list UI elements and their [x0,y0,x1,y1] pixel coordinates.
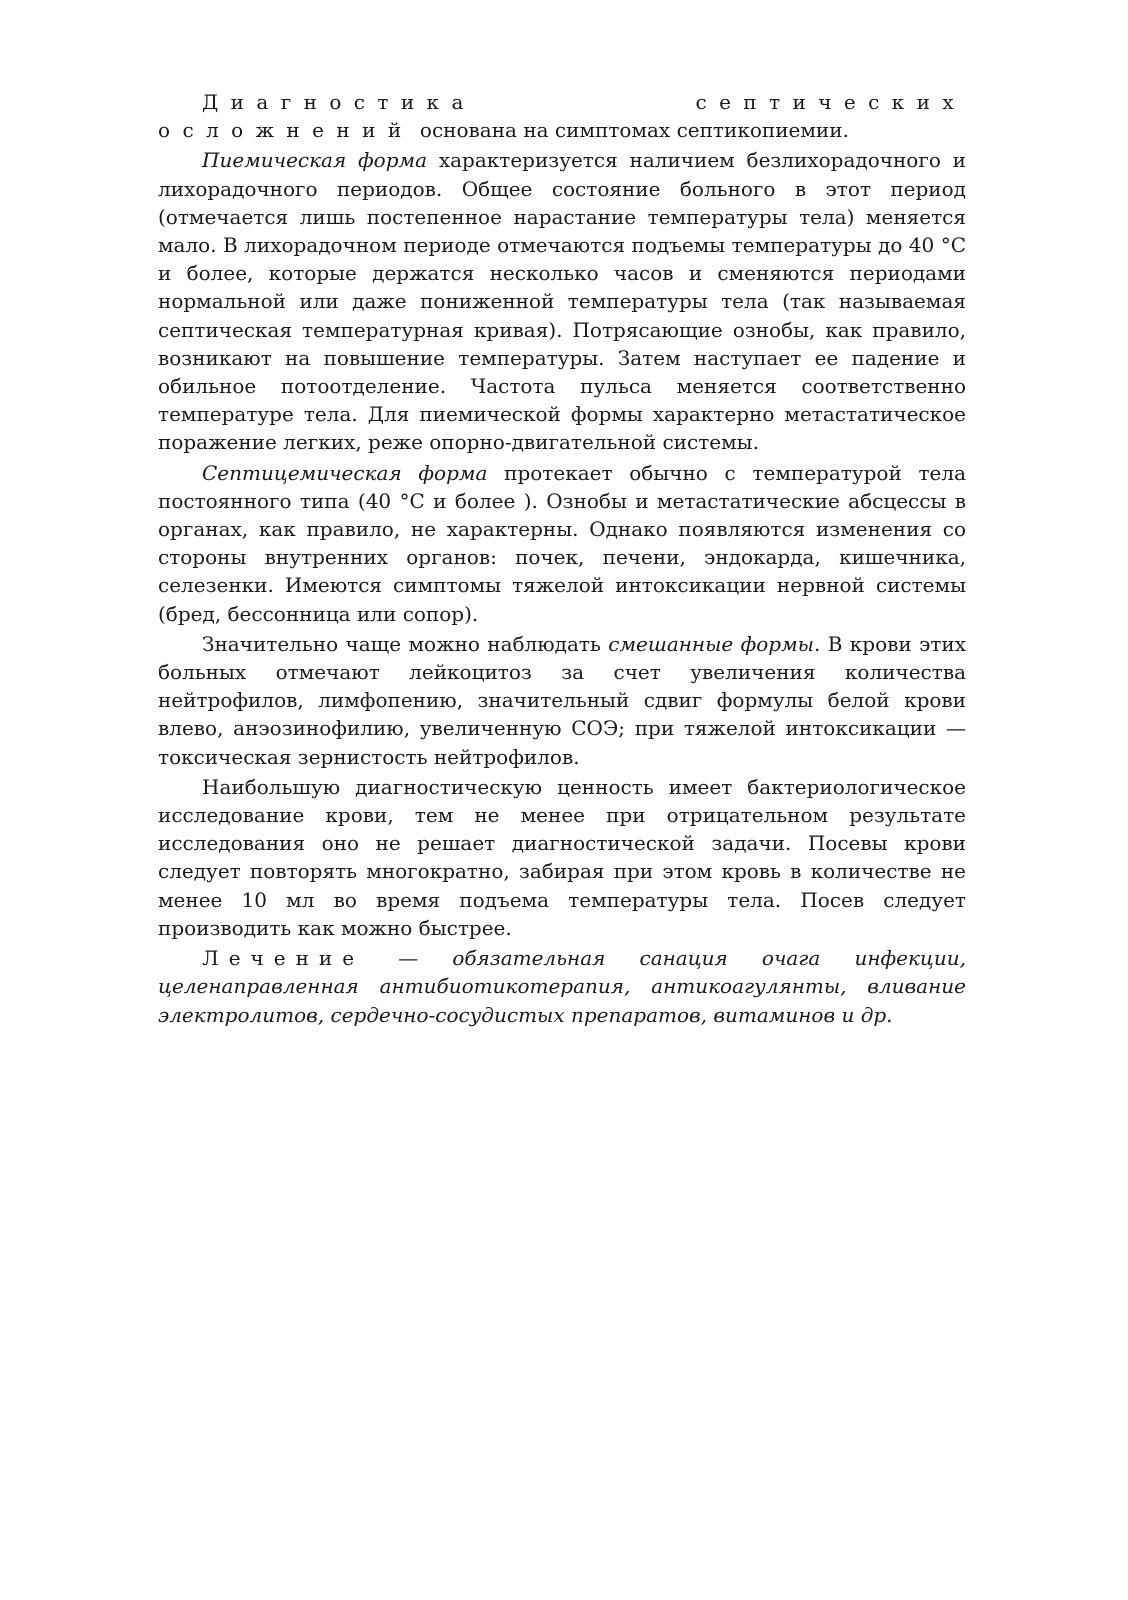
treatment-text: обязательная санация очага инфекции, целенаправленная антибиотикотерапия, антикоагулянты, вливание электролитов, сердечно-сосудистых препаратов, витаминов и др. [158,946,967,1027]
treatment-dash: — [398,946,419,971]
paragraph-septicemic-form [158,459,966,628]
document-page [158,88,966,1031]
diagnosis-text: основана на симптомах септикопиемии. [419,118,849,143]
treatment-heading: Лечение [202,946,365,971]
paragraph-mixed-forms [158,630,966,771]
paragraph-pyemic-form [158,146,966,456]
mixed-forms-text-after: . В крови этих больных отмечают лейкоцитоз за счет увеличения количества нейтрофилов, лимфопению, значительный сдвиг формулы белой крови влево, анэозинофилию, увеличенную СОЭ; при тяжелой интоксикации — токсическая зернистость нейтрофилов. [158,631,966,769]
paragraph-bacteriology [158,773,966,942]
paragraph-diagnosis [158,88,966,144]
septicemic-form-term: Септицемическая форма [202,460,488,485]
diagnosis-heading: Диагностика септических осложнений [158,90,966,143]
pyemic-form-text: характеризуется наличием безлихорадочного и лихорадочного периодов. Общее состояние больного в этот период (отмечается лишь постепенное нарастание температуры тела) меняется мало. В лихорадочном периоде отмечаются подъемы температуры до 40 °С и более, которые держатся несколько часов и сменяются периодами нормальной или даже пониженной температуры тела (так называемая септическая температурная кривая). Потрясающие ознобы, как правило, возникают на повышение температуры. Затем наступает ее падение и обильное потоотделение. Частота пульса меняется соответственно температуре тела. Для пиемической формы характерно метастатическое поражение легких, реже опорно-двигательной системы. [158,148,966,455]
septicemic-form-text: протекает обычно с температурой тела постоянного типа (40 °С и более ). Ознобы и метастатические абсцессы в органах, как правило, не характерны. Однако появляются изменения со стороны внутренних органов: почек, печени, эндокарда, кишечника, селезенки. Имеются симптомы тяжелой интоксикации нервной системы (бред, бессонница или сопор). [158,460,966,626]
mixed-forms-term: смешанные формы [608,631,814,656]
bacteriology-text: Наибольшую диагностическую ценность имеет бактериологическое исследование крови, тем не менее при отрицательном результате исследования оно не решает диагностической задачи. Посевы крови следует повторять многократно, забирая при этом кровь в количестве не менее 10 мл во время подъема температуры тела. Посев следует производить как можно быстрее. [158,774,966,940]
paragraph-treatment [158,944,966,1029]
pyemic-form-term: Пиемическая форма [202,148,428,173]
mixed-forms-text-before: Значительно чаще можно наблюдать [202,631,601,656]
